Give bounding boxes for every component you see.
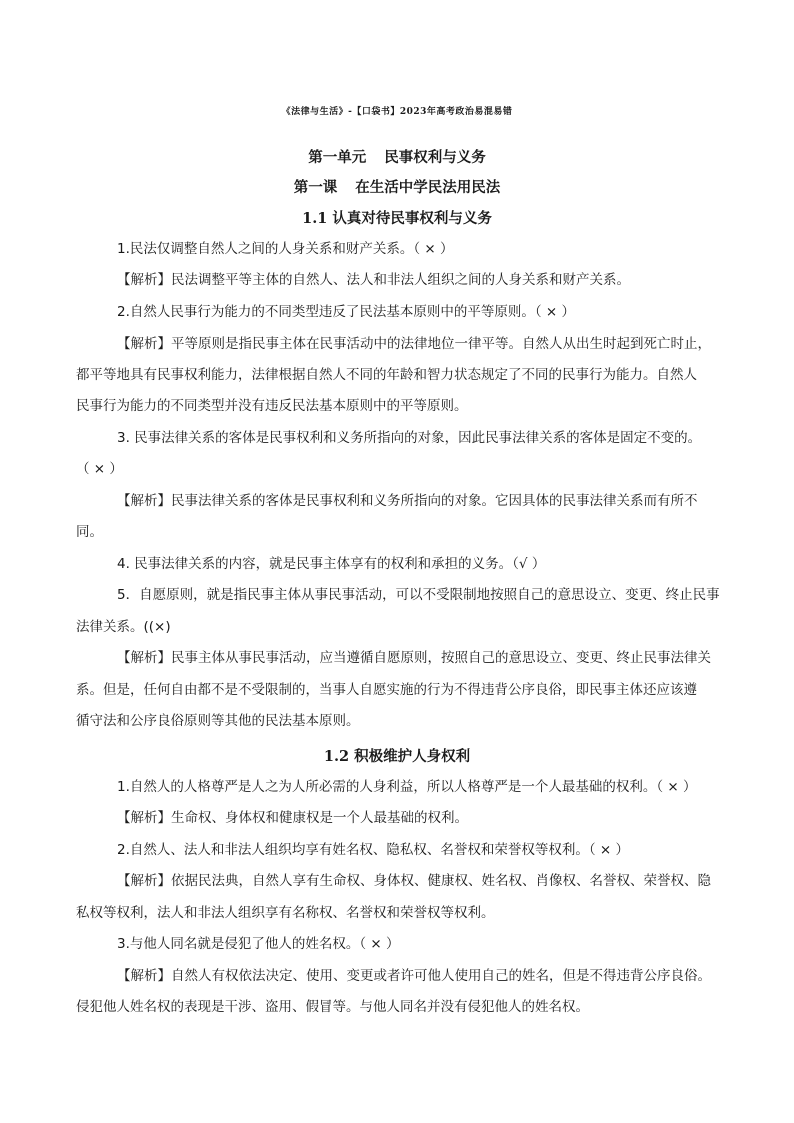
analysis-line: 【解析】依据民法典，自然人享有生命权、身体权、健康权、姓名权、肖像权、名誉权、荣誉权、隐 <box>117 873 711 889</box>
question-line: 2.自然人、法人和非法人组织均享有姓名权、隐私权、名誉权和荣誉权等权利。（ × ） <box>117 842 630 858</box>
analysis-line: 【解析】生命权、身体权和健康权是一个人最基础的权利。 <box>117 810 468 826</box>
question-line: 1.民法仅调整自然人之间的人身关系和财产关系。（ × ） <box>117 241 454 257</box>
section-heading: 1.1 认真对待民事权利与义务 <box>302 210 492 227</box>
question-line: 5．自愿原则，就是指民事主体从事民事活动，可以不受限制地按照自己的意思设立、变更、终止民事 <box>117 587 720 603</box>
question-line: 4. 民事法律关系的内容，就是民事主体享有的权利和承担的义务。（√ ） <box>117 556 546 572</box>
question-line: 2.自然人民事行为能力的不同类型违反了民法基本原则中的平等原则。（ × ） <box>117 304 576 320</box>
analysis-line: 都平等地具有民事权利能力，法律根据自然人不同的年龄和智力状态规定了不同的民事行为能力。自然人 <box>76 367 697 383</box>
unit-label: 第一单元 <box>308 149 367 166</box>
analysis-line: 【解析】自然人有权依法决定、使用、变更或者许可他人使用自己的姓名，但是不得违背公序良俗。 <box>117 968 711 984</box>
analysis-line: 【解析】平等原则是指民事主体在民事活动中的法律地位一律平等。自然人从出生时起到死亡时止， <box>117 336 711 352</box>
unit-name: 民事权利与义务 <box>384 149 486 166</box>
question-line: 3. 民事法律关系的客体是民事权利和义务所指向的对象，因此民事法律关系的客体是固定不变的。 <box>117 430 702 446</box>
question-line: 1.自然人的人格尊严是人之为人所必需的人身利益，所以人格尊严是一个人最基础的权利。（ × ） <box>117 779 697 795</box>
question-line: （ × ） <box>76 461 123 477</box>
question-line: 3.与他人同名就是侵犯了他人的姓名权。（ × ） <box>117 936 400 952</box>
analysis-line: 系。但是，任何自由都不是不受限制的，当事人自愿实施的行为不得违背公序良俗，即民事主体还应该遵 <box>76 682 697 698</box>
analysis-line: 私权等权利，法人和非法人组织享有名称权、名誉权和荣誉权等权利。 <box>76 905 495 921</box>
lesson-heading <box>0 176 794 197</box>
lesson-label: 第一课 <box>293 179 338 196</box>
analysis-line: 同。 <box>76 524 103 540</box>
analysis-line: 【解析】民法调整平等主体的自然人、法人和非法人组织之间的人身关系和财产关系。 <box>117 272 630 288</box>
document-title: 《法律与生活》-【口袋书】2023年高考政治易混易错 <box>281 107 513 117</box>
analysis-line: 【解析】民事法律关系的客体是民事权利和义务所指向的对象。它因具体的民事法律关系而有所不 <box>117 493 698 509</box>
analysis-line: 循守法和公序良俗原则等其他的民法基本原则。 <box>76 713 360 729</box>
analysis-line: 民事行为能力的不同类型并没有违反民法基本原则中的平等原则。 <box>76 398 468 414</box>
section-heading: 1.2 积极维护人身权利 <box>323 748 471 765</box>
question-line: 法律关系。((×) <box>76 619 171 635</box>
unit-heading <box>0 146 794 167</box>
analysis-line: 【解析】民事主体从事民事活动，应当遵循自愿原则，按照自己的意思设立、变更、终止民事法律关 <box>117 650 711 666</box>
analysis-line: 侵犯他人姓名权的表现是干涉、盗用、假冒等。与他人同名并没有侵犯他人的姓名权。 <box>76 999 589 1015</box>
lesson-name: 在生活中学民法用民法 <box>355 179 501 196</box>
